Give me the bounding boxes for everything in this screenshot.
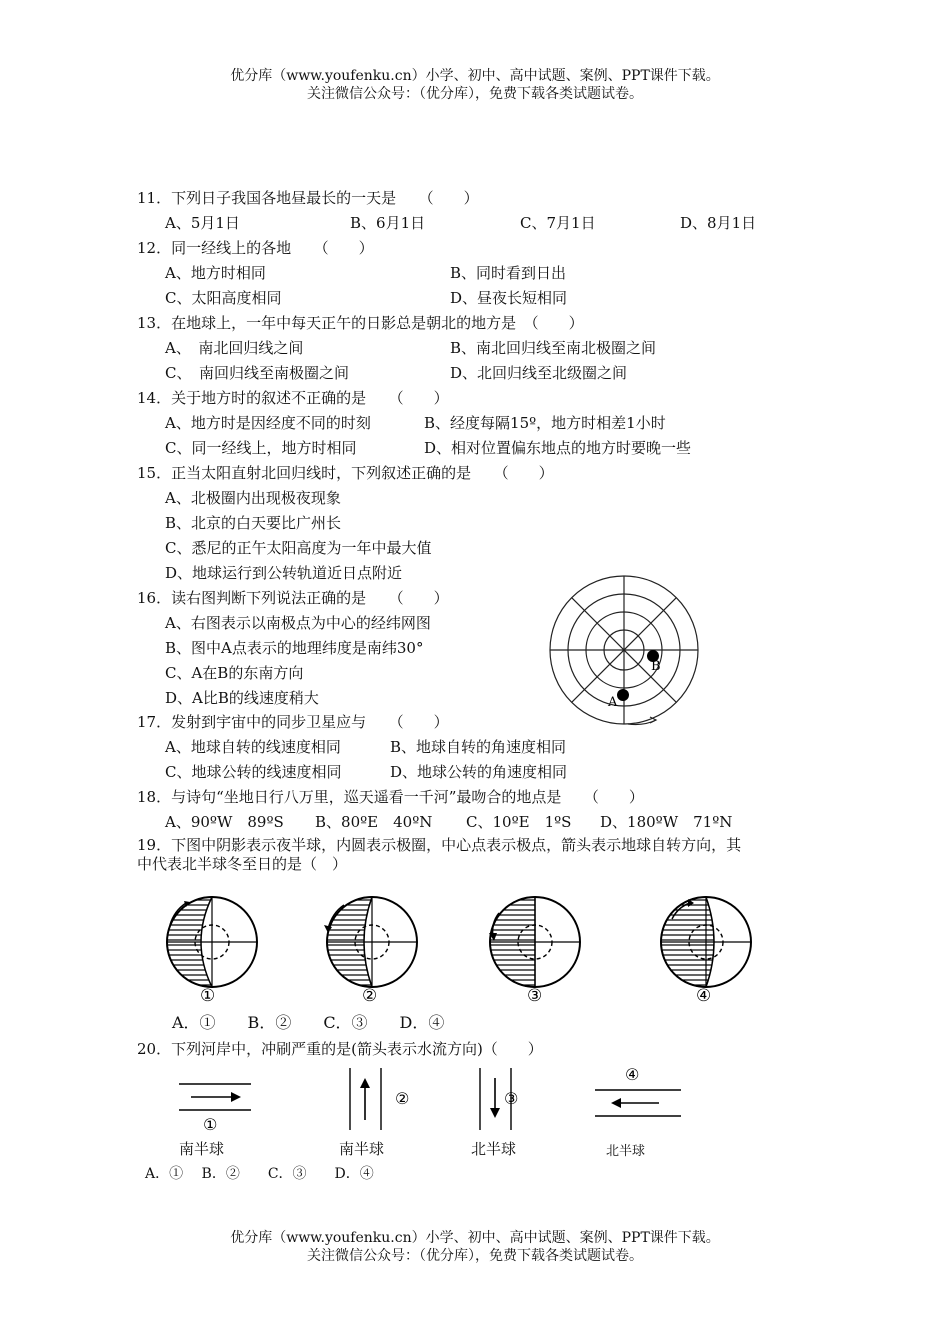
globe-figure-3 bbox=[485, 893, 585, 1005]
river-hemi-2: 南半球 bbox=[339, 1140, 385, 1158]
q16-option-c: C、A在B的东南方向 bbox=[165, 664, 304, 682]
river-diagram-4 bbox=[593, 1066, 685, 1122]
q14-option-a: A、地方时是因经度不同的时刻 bbox=[165, 414, 371, 432]
q15-stem: 15．正当太阳直射北回归线时，下列叙述正确的是 （ ） bbox=[137, 464, 554, 482]
polar-grid-figure bbox=[548, 574, 708, 734]
q14-option-d: D、相对位置偏东地点的地方时要晚一些 bbox=[424, 439, 692, 457]
q11-stem: 11．下列日子我国各地昼最长的一天是 （ ） bbox=[137, 189, 479, 207]
q18-option-b: B、80ºE 40ºN bbox=[315, 813, 433, 831]
q13-stem: 13．在地球上，一年中每天正午的日影总是朝北的地方是 （ ） bbox=[137, 314, 584, 332]
river-diagram-2 bbox=[345, 1066, 425, 1132]
q12-option-b: B、同时看到日出 bbox=[450, 264, 567, 282]
globe-label-3: ③ bbox=[527, 986, 543, 1006]
q16-option-b: B、图中A点表示的地理纬度是南纬30° bbox=[165, 639, 424, 657]
q11-option-b: B、6月1日 bbox=[350, 214, 426, 232]
q11-option-c: C、7月1日 bbox=[520, 214, 596, 232]
globe-label-2: ② bbox=[362, 986, 378, 1006]
river-label-1: ① bbox=[203, 1115, 218, 1134]
q15-option-d: D、地球运行到公转轨道近日点附近 bbox=[165, 564, 403, 582]
q13-option-b: B、南北回归线至南北极圈之间 bbox=[450, 339, 657, 357]
q15-option-c: C、悉尼的正午太阳高度为一年中最大值 bbox=[165, 539, 432, 557]
river-diagram-1 bbox=[175, 1080, 255, 1132]
q14-option-b: B、经度每隔15º，地方时相差1小时 bbox=[424, 414, 666, 432]
q13-option-c: C、 南回归线至南极圈之间 bbox=[165, 364, 349, 382]
q18-option-d: D、180ºW 71ºN bbox=[600, 813, 733, 831]
globe-figure-4 bbox=[656, 893, 756, 1005]
q17-option-b: B、地球自转的角速度相同 bbox=[390, 738, 567, 756]
q12-stem: 12．同一经线上的各地 （ ） bbox=[137, 239, 374, 257]
q17-stem: 17．发射到宇宙中的同步卫星应与 （ ） bbox=[137, 713, 449, 731]
q20-stem: 20．下列河岸中，冲刷严重的是(箭头表示水流方向)（ ） bbox=[137, 1040, 543, 1058]
q19-stem-line-1: 19．下图中阴影表示夜半球，内圆表示极圈，中心点表示极点，箭头表示地球自转方向，其 bbox=[137, 836, 742, 854]
q17-option-a: A、地球自转的线速度相同 bbox=[165, 738, 341, 756]
q12-option-d: D、昼夜长短相同 bbox=[450, 289, 568, 307]
footer-line-2: 关注微信公众号：（优分库），免费下载各类试题试卷。 bbox=[307, 1248, 643, 1264]
q16-option-d: D、A比B的线速度稍大 bbox=[165, 689, 319, 707]
river-hemi-3: 北半球 bbox=[471, 1140, 517, 1158]
q12-option-c: C、太阳高度相同 bbox=[165, 289, 282, 307]
point-a-label: A bbox=[608, 695, 618, 710]
q16-option-a: A、右图表示以南极点为中心的经纬网图 bbox=[165, 614, 431, 632]
q18-stem: 18．与诗句“坐地日行八万里，巡天遥看一千河”最吻合的地点是 （ ） bbox=[137, 788, 644, 806]
point-a-dot bbox=[617, 689, 629, 701]
q11-option-d: D、8月1日 bbox=[680, 214, 757, 232]
globe-figure-2 bbox=[322, 893, 422, 1005]
river-diagram-3 bbox=[475, 1066, 555, 1132]
q12-option-a: A、地方时相同 bbox=[165, 264, 266, 282]
river-hemi-4: 北半球 bbox=[606, 1144, 646, 1159]
q13-option-a: A、 南北回归线之间 bbox=[165, 339, 304, 357]
q11-option-a: A、5月1日 bbox=[165, 214, 240, 232]
header-line-2: 关注微信公众号：（优分库），免费下载各类试题试卷。 bbox=[307, 86, 643, 102]
q14-stem: 14．关于地方时的叙述不正确的是 （ ） bbox=[137, 389, 449, 407]
river-label-4: ④ bbox=[625, 1065, 640, 1084]
globe-label-1: ① bbox=[200, 986, 216, 1006]
q20-options: A．① B．② C．③ D．④ bbox=[145, 1166, 374, 1182]
q18-option-c: C、10ºE 1ºS bbox=[466, 813, 572, 831]
q15-option-b: B、北京的白天要比广州长 bbox=[165, 514, 342, 532]
globe-figure-1 bbox=[162, 893, 262, 1005]
point-b-label: B bbox=[651, 659, 661, 674]
q19-options: A．① B．② C．③ D．④ bbox=[172, 1013, 445, 1032]
q17-option-d: D、地球公转的角速度相同 bbox=[390, 763, 568, 781]
q14-option-c: C、同一经线上，地方时相同 bbox=[165, 439, 357, 457]
river-hemi-1: 南半球 bbox=[179, 1140, 225, 1158]
q15-option-a: A、北极圈内出现极夜现象 bbox=[165, 489, 341, 507]
q19-stem-line-2: 中代表北半球冬至日的是（ ） bbox=[137, 855, 348, 873]
river-label-3: ③ bbox=[504, 1089, 519, 1108]
footer-line-1: 优分库（www.youfenku.cn）小学、初中、高中试题、案例、PPT课件下载。 bbox=[230, 1230, 720, 1246]
header-line-1: 优分库（www.youfenku.cn）小学、初中、高中试题、案例、PPT课件下载。 bbox=[230, 68, 720, 84]
river-label-2: ② bbox=[395, 1089, 410, 1108]
globe-label-4: ④ bbox=[696, 986, 712, 1006]
q16-stem: 16．读右图判断下列说法正确的是 （ ） bbox=[137, 589, 449, 607]
q13-option-d: D、北回归线至北级圈之间 bbox=[450, 364, 628, 382]
q17-option-c: C、地球公转的线速度相同 bbox=[165, 763, 342, 781]
q18-option-a: A、90ºW 89ºS bbox=[165, 813, 284, 831]
